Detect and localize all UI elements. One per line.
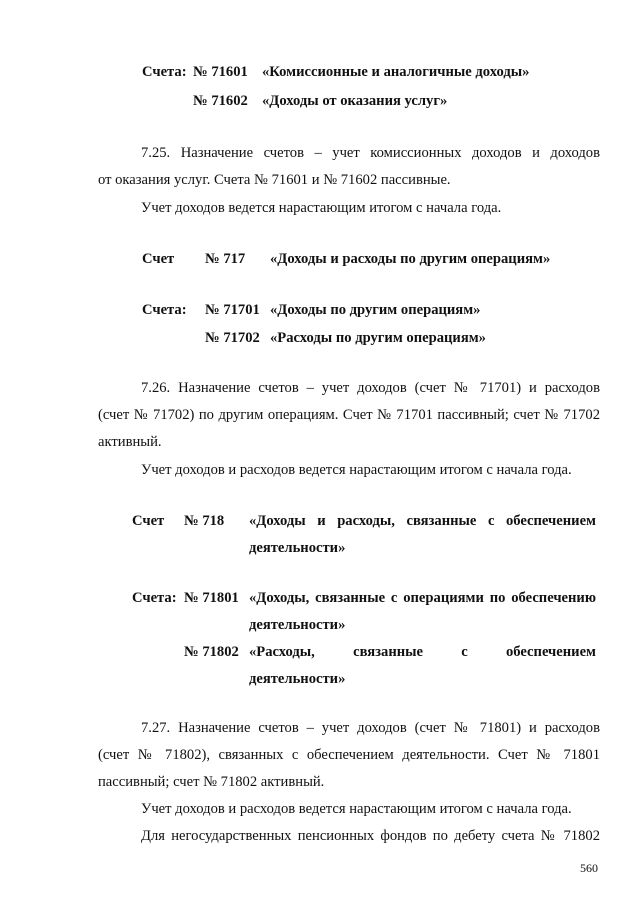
sec718-acc1-title-line2: деятельности» [249, 617, 346, 633]
sec718-title-line2: деятельности» [249, 540, 346, 556]
p727-line1: 7.27. Назначение счетов – учет доходов (счет № 71801) и расходов [141, 720, 600, 736]
sec717-label: Счет [142, 251, 175, 267]
sec717-acc2-num: № 71702 [205, 330, 260, 346]
p725-line2: от оказания услуг. Счета № 71601 и № 71602 пассивные. [98, 172, 451, 188]
p727-line2: (счет № 71802), связанных с обеспечением деятельности. Счет № 71801 [98, 747, 600, 763]
sec717-acc1-title: «Доходы по другим операциям» [270, 302, 481, 318]
sec716-label: Счета: [142, 64, 187, 80]
p727-line3: пассивный; счет № 71802 активный. [98, 774, 325, 790]
sec718-acc1-title-line1: «Доходы, связанные с операциями по обеспечению [249, 590, 596, 606]
p725-line1: 7.25. Назначение счетов – учет комиссионных доходов и доходов [141, 145, 600, 161]
sec718-title-line1: «Доходы и расходы, связанные с обеспечением [249, 513, 596, 529]
sec717-title: «Доходы и расходы по другим операциям» [270, 251, 551, 267]
sec718-sub-label: Счета: [132, 590, 177, 606]
sec716-acc2-title: «Доходы от оказания услуг» [262, 93, 448, 109]
sec716-acc2-num: № 71602 [193, 93, 248, 109]
sec718-acc1-num: № 71801 [184, 590, 239, 606]
p727-line5: Для негосударственных пенсионных фондов по дебету счета № 71802 [141, 828, 600, 844]
sec718-acc2-title-line1: «Расходы, связанные с обеспечением [249, 644, 596, 660]
sec716-acc1-num: № 71601 [193, 64, 248, 80]
sec716-acc1-title: «Комиссионные и аналогичные доходы» [262, 64, 530, 80]
sec717-sub-label: Счета: [142, 302, 187, 318]
sec717-num: № 717 [205, 251, 246, 267]
sec718-num: № 718 [184, 513, 225, 529]
page-number: 560 [580, 861, 598, 875]
p727-line4: Учет доходов и расходов ведется нарастающим итогом с начала года. [141, 801, 572, 817]
p726-line2: (счет № 71702) по другим операциям. Счет № 71701 пассивный; счет № 71702 [98, 407, 600, 423]
p726-line4: Учет доходов и расходов ведется нарастающим итогом с начала года. [141, 462, 572, 478]
sec717-acc2-title: «Расходы по другим операциям» [270, 330, 486, 346]
sec718-label: Счет [132, 513, 165, 529]
sec717-acc1-num: № 71701 [205, 302, 260, 318]
p726-line3: активный. [98, 434, 162, 450]
sec718-acc2-title-line2: деятельности» [249, 671, 346, 687]
p726-line1: 7.26. Назначение счетов – учет доходов (счет № 71701) и расходов [141, 380, 600, 396]
sec718-acc2-num: № 71802 [184, 644, 239, 660]
p725-line3: Учет доходов ведется нарастающим итогом с начала года. [141, 200, 502, 216]
